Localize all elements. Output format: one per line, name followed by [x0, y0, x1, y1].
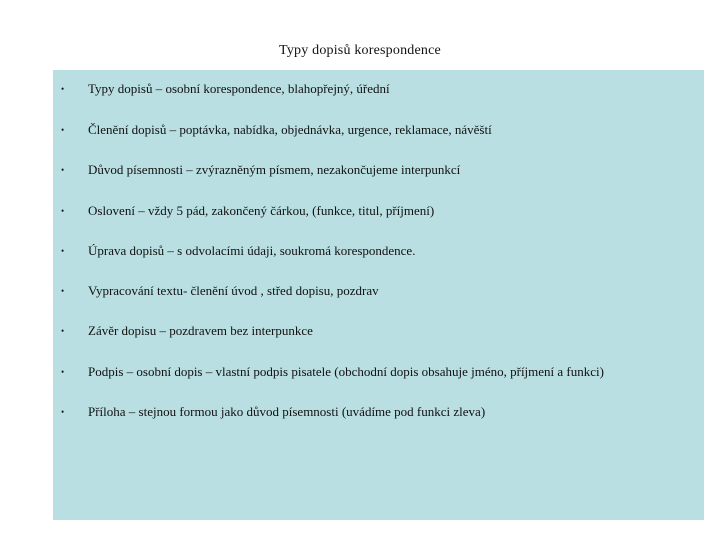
bullet-dot: • — [61, 326, 65, 336]
bullet-text: Vypracování textu- členění úvod , střed dopisu, pozdrav — [88, 283, 379, 298]
bullet-text: Typy dopisů – osobní korespondence, blahopřejný, úřední — [88, 81, 390, 96]
content-box — [53, 70, 704, 520]
bullet-text: Členění dopisů – poptávka, nabídka, objednávka, urgence, reklamace, návěští — [88, 122, 492, 137]
bullet-dot: • — [61, 286, 65, 296]
bullet-text: Podpis – osobní dopis – vlastní podpis pisatele (obchodní dopis obsahuje jméno, příjmení a funkci) — [88, 364, 604, 379]
bullet-dot: • — [61, 125, 65, 135]
bullet-dot: • — [61, 84, 65, 94]
slide-title: Typy dopisů korespondence — [279, 43, 441, 58]
bullet-text: Důvod písemnosti – zvýrazněným písmem, nezakončujeme interpunkcí — [88, 162, 461, 177]
bullet-item — [53, 321, 693, 341]
bullet-text: Oslovení – vždy 5 pád, zakončený čárkou, (funkce, titul, příjmení) — [88, 203, 435, 218]
bullet-item — [53, 241, 693, 261]
bullet-text: Závěr dopisu – pozdravem bez interpunkce — [88, 323, 313, 338]
bullet-item — [53, 402, 693, 422]
bullet-dot: • — [61, 246, 65, 256]
bullet-dot: • — [61, 367, 65, 377]
bullet-item — [53, 201, 693, 221]
bullet-dot: • — [61, 407, 65, 417]
bullet-dot: • — [61, 206, 65, 216]
bullet-item — [53, 79, 693, 99]
bullet-item — [53, 160, 693, 180]
bullet-item — [53, 120, 693, 140]
bullet-dot: • — [61, 165, 65, 175]
bullet-text: Úprava dopisů – s odvolacími údaji, soukromá korespondence. — [88, 243, 416, 258]
bullet-item — [53, 362, 693, 382]
bullet-text: Příloha – stejnou formou jako důvod písemnosti (uvádíme pod funkci zleva) — [88, 404, 486, 419]
bullet-item — [53, 281, 693, 301]
